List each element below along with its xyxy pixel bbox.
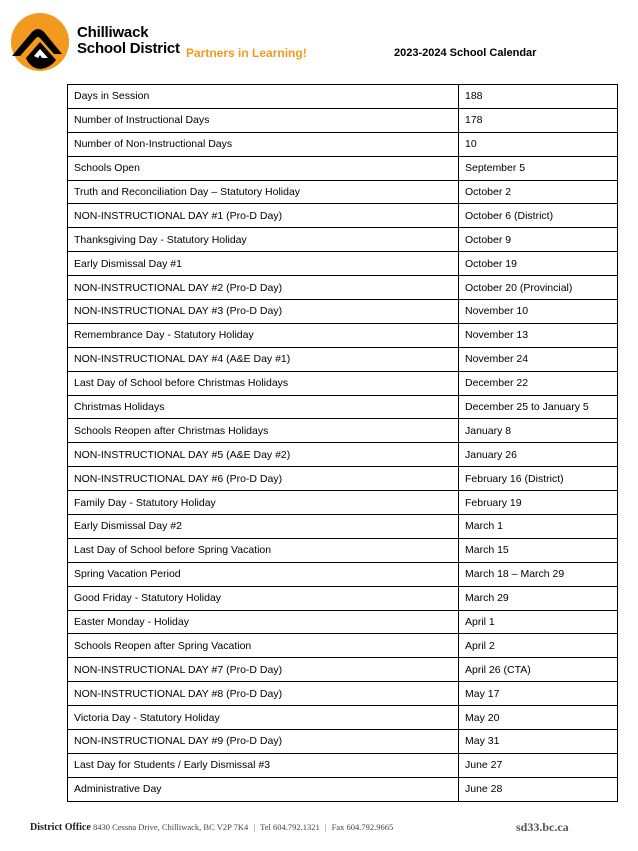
logo-emblem-icon xyxy=(10,12,70,72)
district-logo xyxy=(10,12,70,72)
date-cell: March 18 – March 29 xyxy=(459,562,618,586)
event-cell: Truth and Reconciliation Day – Statutory Holiday xyxy=(68,180,459,204)
footer-website[interactable]: sd33.bc.ca xyxy=(516,820,569,834)
event-cell: Number of Non-Instructional Days xyxy=(68,132,459,156)
table-row xyxy=(68,204,618,228)
event-cell: NON-INSTRUCTIONAL DAY #9 (Pro-D Day) xyxy=(68,730,459,754)
table-row xyxy=(68,180,618,204)
table-row xyxy=(68,586,618,610)
date-cell: December 25 to January 5 xyxy=(459,395,618,419)
table-row xyxy=(68,323,618,347)
event-cell: Victoria Day - Statutory Holiday xyxy=(68,706,459,730)
district-name-line2: School District xyxy=(77,40,180,57)
tagline: Partners in Learning! xyxy=(186,46,307,60)
table-row xyxy=(68,85,618,109)
event-cell: Last Day of School before Christmas Holidays xyxy=(68,371,459,395)
table-row xyxy=(68,706,618,730)
table-row xyxy=(68,491,618,515)
table-row xyxy=(68,610,618,634)
event-cell: Christmas Holidays xyxy=(68,395,459,419)
calendar-title: 2023-2024 School Calendar xyxy=(394,47,537,59)
footer-tel: Tel 604.792.1321 xyxy=(260,822,320,832)
footer-office-label: District Office xyxy=(30,822,91,833)
table-row xyxy=(68,156,618,180)
footer-fax: Fax 604.792.9665 xyxy=(331,822,394,832)
date-cell: January 8 xyxy=(459,419,618,443)
footer-separator: | xyxy=(324,822,327,832)
event-cell: NON-INSTRUCTIONAL DAY #5 (A&E Day #2) xyxy=(68,443,459,467)
table-row xyxy=(68,300,618,324)
date-cell: May 31 xyxy=(459,730,618,754)
event-cell: Schools Open xyxy=(68,156,459,180)
event-cell: Last Day for Students / Early Dismissal #3 xyxy=(68,753,459,777)
table-row xyxy=(68,371,618,395)
calendar-table xyxy=(67,84,618,802)
date-cell: May 17 xyxy=(459,682,618,706)
table-row xyxy=(68,682,618,706)
date-cell: November 13 xyxy=(459,323,618,347)
date-cell: March 1 xyxy=(459,515,618,539)
table-row xyxy=(68,108,618,132)
table-row xyxy=(68,395,618,419)
event-cell: Easter Monday - Holiday xyxy=(68,610,459,634)
event-cell: Spring Vacation Period xyxy=(68,562,459,586)
event-cell: Early Dismissal Day #2 xyxy=(68,515,459,539)
event-cell: NON-INSTRUCTIONAL DAY #8 (Pro-D Day) xyxy=(68,682,459,706)
date-cell: October 2 xyxy=(459,180,618,204)
date-cell: September 5 xyxy=(459,156,618,180)
date-cell: November 24 xyxy=(459,347,618,371)
event-cell: Last Day of School before Spring Vacation xyxy=(68,538,459,562)
date-cell: October 6 (District) xyxy=(459,204,618,228)
event-cell: Number of Instructional Days xyxy=(68,108,459,132)
date-cell: April 1 xyxy=(459,610,618,634)
table-row xyxy=(68,276,618,300)
event-cell: Early Dismissal Day #1 xyxy=(68,252,459,276)
date-cell: February 16 (District) xyxy=(459,467,618,491)
table-row xyxy=(68,753,618,777)
table-row xyxy=(68,443,618,467)
table-row xyxy=(68,730,618,754)
event-cell: NON-INSTRUCTIONAL DAY #2 (Pro-D Day) xyxy=(68,276,459,300)
date-cell: March 29 xyxy=(459,586,618,610)
event-cell: Days in Session xyxy=(68,85,459,109)
date-cell: October 19 xyxy=(459,252,618,276)
district-name-line1: Chilliwack xyxy=(77,24,149,41)
footer-address: 8430 Cessna Drive, Chilliwack, BC V2P 7K4 xyxy=(92,822,249,832)
date-cell: April 26 (CTA) xyxy=(459,658,618,682)
event-cell: Family Day - Statutory Holiday xyxy=(68,491,459,515)
date-cell: June 28 xyxy=(459,777,618,801)
event-cell: Remembrance Day - Statutory Holiday xyxy=(68,323,459,347)
date-cell: 188 xyxy=(459,85,618,109)
date-cell: December 22 xyxy=(459,371,618,395)
date-cell: February 19 xyxy=(459,491,618,515)
table-row xyxy=(68,634,618,658)
date-cell: June 27 xyxy=(459,753,618,777)
table-row xyxy=(68,467,618,491)
event-cell: NON-INSTRUCTIONAL DAY #6 (Pro-D Day) xyxy=(68,467,459,491)
date-cell: March 15 xyxy=(459,538,618,562)
table-row xyxy=(68,252,618,276)
date-cell: October 9 xyxy=(459,228,618,252)
table-row xyxy=(68,228,618,252)
event-cell: NON-INSTRUCTIONAL DAY #3 (Pro-D Day) xyxy=(68,300,459,324)
date-cell: April 2 xyxy=(459,634,618,658)
date-cell: October 20 (Provincial) xyxy=(459,276,618,300)
event-cell: Schools Reopen after Christmas Holidays xyxy=(68,419,459,443)
event-cell: NON-INSTRUCTIONAL DAY #1 (Pro-D Day) xyxy=(68,204,459,228)
event-cell: Good Friday - Statutory Holiday xyxy=(68,586,459,610)
table-row xyxy=(68,347,618,371)
footer-contact xyxy=(30,822,393,833)
footer-separator: | xyxy=(253,822,256,832)
calendar-table-body xyxy=(68,85,618,802)
event-cell: Administrative Day xyxy=(68,777,459,801)
district-name xyxy=(77,25,180,57)
date-cell: November 10 xyxy=(459,300,618,324)
table-row xyxy=(68,132,618,156)
table-row xyxy=(68,419,618,443)
event-cell: NON-INSTRUCTIONAL DAY #7 (Pro-D Day) xyxy=(68,658,459,682)
table-row xyxy=(68,538,618,562)
event-cell: NON-INSTRUCTIONAL DAY #4 (A&E Day #1) xyxy=(68,347,459,371)
table-row xyxy=(68,777,618,801)
date-cell: May 20 xyxy=(459,706,618,730)
table-row xyxy=(68,562,618,586)
date-cell: 178 xyxy=(459,108,618,132)
date-cell: 10 xyxy=(459,132,618,156)
date-cell: January 26 xyxy=(459,443,618,467)
table-row xyxy=(68,658,618,682)
table-row xyxy=(68,515,618,539)
event-cell: Thanksgiving Day - Statutory Holiday xyxy=(68,228,459,252)
event-cell: Schools Reopen after Spring Vacation xyxy=(68,634,459,658)
